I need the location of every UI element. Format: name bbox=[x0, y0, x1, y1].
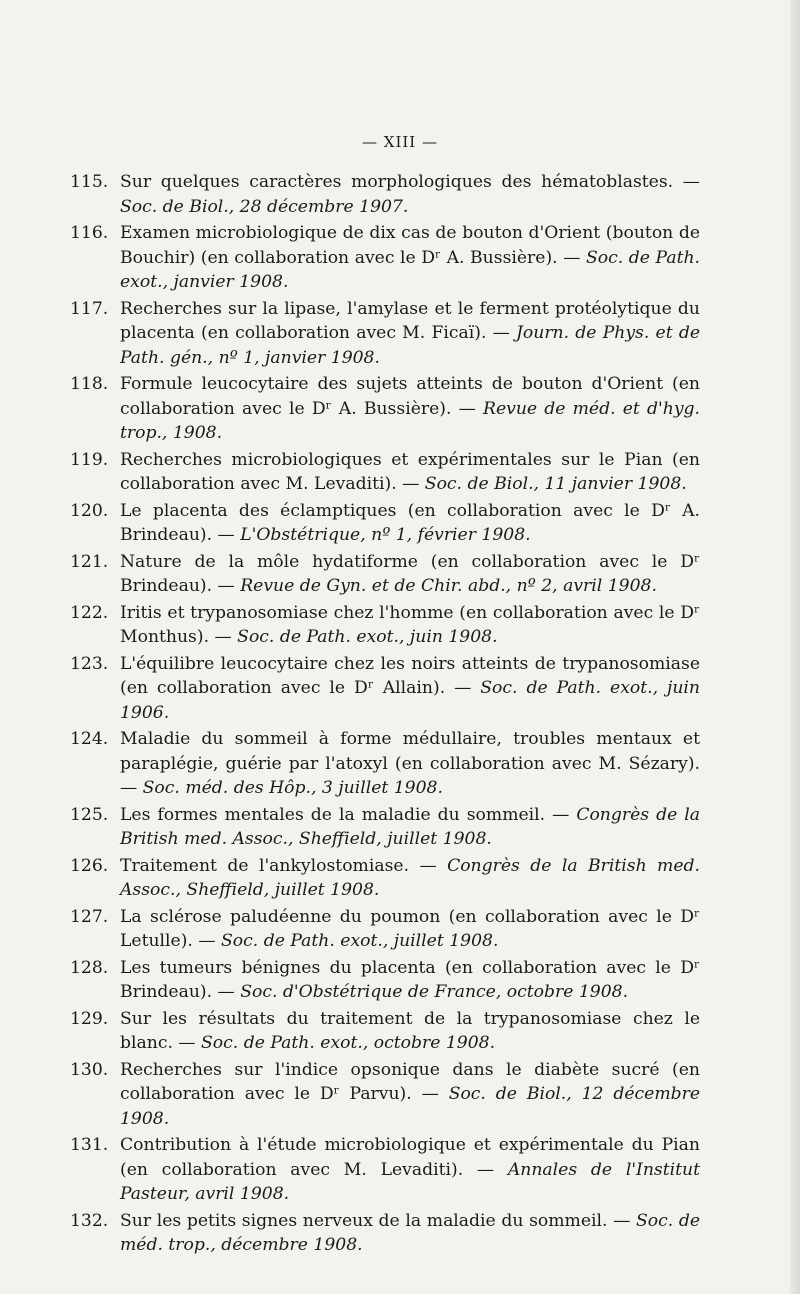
list-item bbox=[70, 727, 700, 801]
entry-number: 132. bbox=[70, 1210, 109, 1231]
entry-number: 126. bbox=[70, 855, 109, 876]
entry-title: Nature de la môle hydatiforme (en collaboration avec le Dʳ Brindeau). — bbox=[120, 551, 700, 596]
entry-title: L'équilibre leucocytaire chez les noirs atteints de trypanosomiase (en collaboration avec le Dʳ Allain). — bbox=[120, 653, 700, 698]
entry-source: Soc. méd. des Hôp., 3 juillet 1908. bbox=[142, 778, 443, 798]
entry-number: 120. bbox=[70, 500, 109, 521]
entry-source: Soc. de Path. exot., octobre 1908. bbox=[201, 1033, 496, 1053]
entry-title: Traitement de l'ankylostomiase. — bbox=[120, 855, 437, 876]
entry-title: Sur les résultats du traitement de la trypanosomiase chez le blanc. — bbox=[120, 1008, 700, 1053]
entry-source: Congrès de la British med. Assoc., Sheffield, juillet 1908. bbox=[120, 804, 701, 849]
entry-source: Revue de Gyn. et de Chir. abd., nº 2, avril 1908. bbox=[240, 576, 657, 596]
entry-source: Congrès de la British med. Assoc., Sheffield, juillet 1908. bbox=[120, 855, 700, 900]
entry-title: Recherches microbiologiques et expérimentales sur le Pian (en collaboration avec M. Levaditi). — bbox=[120, 449, 700, 494]
entry-title: Les tumeurs bénignes du placenta (en collaboration avec le Dʳ Brindeau). — bbox=[120, 957, 700, 1002]
entry-title: Les formes mentales de la maladie du sommeil. — bbox=[120, 804, 570, 825]
entry-number: 115. bbox=[70, 172, 109, 192]
entry-number: 119. bbox=[70, 449, 109, 470]
list-item bbox=[70, 652, 700, 726]
entry-source: Soc. d'Obstétrique de France, octobre 1908. bbox=[240, 982, 629, 1002]
entry-number: 129. bbox=[70, 1008, 109, 1029]
list-item bbox=[70, 221, 700, 295]
list-item bbox=[70, 297, 700, 371]
list-item bbox=[70, 1058, 700, 1132]
list-item bbox=[70, 170, 700, 219]
entry-title: Formule leucocytaire des sujets atteints de bouton d'Orient (en collaboration avec le Dʳ A. Bussière). — bbox=[120, 374, 700, 419]
entry-number: 116. bbox=[70, 223, 109, 243]
page-number-header: — XIII — bbox=[362, 133, 438, 151]
entry-title: Sur les petits signes nerveux de la maladie du sommeil. — bbox=[120, 1210, 631, 1231]
entry-source: Soc. de Biol., 28 décembre 1907. bbox=[120, 196, 409, 217]
entry-number: 124. bbox=[70, 729, 109, 749]
entry-source: Soc. de Biol., 11 janvier 1908. bbox=[424, 474, 687, 494]
list-item bbox=[70, 803, 700, 852]
entry-number: 117. bbox=[70, 298, 109, 319]
entry-number: 131. bbox=[70, 1135, 109, 1155]
entry-number: 127. bbox=[70, 906, 109, 927]
list-item bbox=[70, 601, 700, 650]
entry-title: Contribution à l'étude microbiologique et expérimentale du Pian (en collaboration avec M. Levaditi). — bbox=[120, 1135, 700, 1180]
entry-number: 125. bbox=[70, 804, 109, 825]
list-item bbox=[70, 1133, 700, 1207]
entry-source: Soc. de Biol., 12 décembre 1908. bbox=[120, 1084, 701, 1129]
entry-source: Soc. de Path. exot., juillet 1908. bbox=[221, 931, 499, 951]
list-item bbox=[70, 550, 700, 599]
entry-number: 128. bbox=[70, 957, 109, 978]
entry-title: Le placenta des éclamptiques (en collaboration avec le Dʳ A. Brindeau). — bbox=[120, 500, 700, 545]
entry-source: Soc. de Path. exot., juin 1906. bbox=[120, 678, 700, 723]
list-item bbox=[70, 372, 700, 446]
list-item bbox=[70, 905, 700, 954]
list-item bbox=[70, 1209, 700, 1258]
entry-number: 121. bbox=[70, 551, 109, 572]
entry-title: Sur quelques caractères morphologiques des hématoblastes. — bbox=[120, 172, 700, 192]
entry-source: Annales de l'Institut Pasteur, avril 1908. bbox=[120, 1159, 701, 1204]
entry-source: L'Obstétrique, nº 1, février 1908. bbox=[240, 525, 531, 545]
entry-title: Examen microbiologique de dix cas de bouton d'Orient (bouton de Bouchir) (en collaboration avec le Dʳ A. Bussière). — bbox=[120, 223, 700, 268]
list-item bbox=[70, 1007, 700, 1056]
entry-source: Soc. de Path. exot., janvier 1908. bbox=[120, 247, 701, 292]
entry-number: 122. bbox=[70, 602, 109, 623]
entry-title: La sclérose paludéenne du poumon (en collaboration avec le Dʳ Letulle). — bbox=[120, 906, 700, 951]
list-item bbox=[70, 448, 700, 497]
page-edge-shadow bbox=[790, 0, 800, 1294]
entry-title: Maladie du sommeil à forme médullaire, troubles mentaux et paraplégie, guérie par l'atoxyl (en collaboration avec M. Sézary). — bbox=[120, 729, 700, 798]
list-item bbox=[70, 956, 700, 1005]
entry-title: Iritis et trypanosomiase chez l'homme (en collaboration avec le Dʳ Monthus). — bbox=[120, 602, 700, 647]
entry-number: 123. bbox=[70, 653, 109, 674]
list-item bbox=[70, 854, 700, 903]
publication-list bbox=[70, 170, 700, 1260]
entry-source: Journ. de Phys. et de Path. gén., nº 1, janvier 1908. bbox=[120, 323, 700, 368]
entry-source: Soc. de méd. trop., décembre 1908. bbox=[120, 1210, 700, 1255]
entry-title: Recherches sur l'indice opsonique dans le diabète sucré (en collaboration avec le Dʳ Parvu). — bbox=[120, 1059, 700, 1104]
list-item bbox=[70, 499, 700, 548]
entry-number: 130. bbox=[70, 1059, 109, 1080]
entry-number: 118. bbox=[70, 374, 109, 394]
entry-source: Revue de méd. et d'hyg. trop., 1908. bbox=[120, 398, 701, 443]
entry-source: Soc. de Path. exot., juin 1908. bbox=[237, 627, 498, 647]
entry-title: Recherches sur la lipase, l'amylase et le ferment protéolytique du placenta (en collaboration avec M. Ficaï). — bbox=[120, 298, 700, 343]
